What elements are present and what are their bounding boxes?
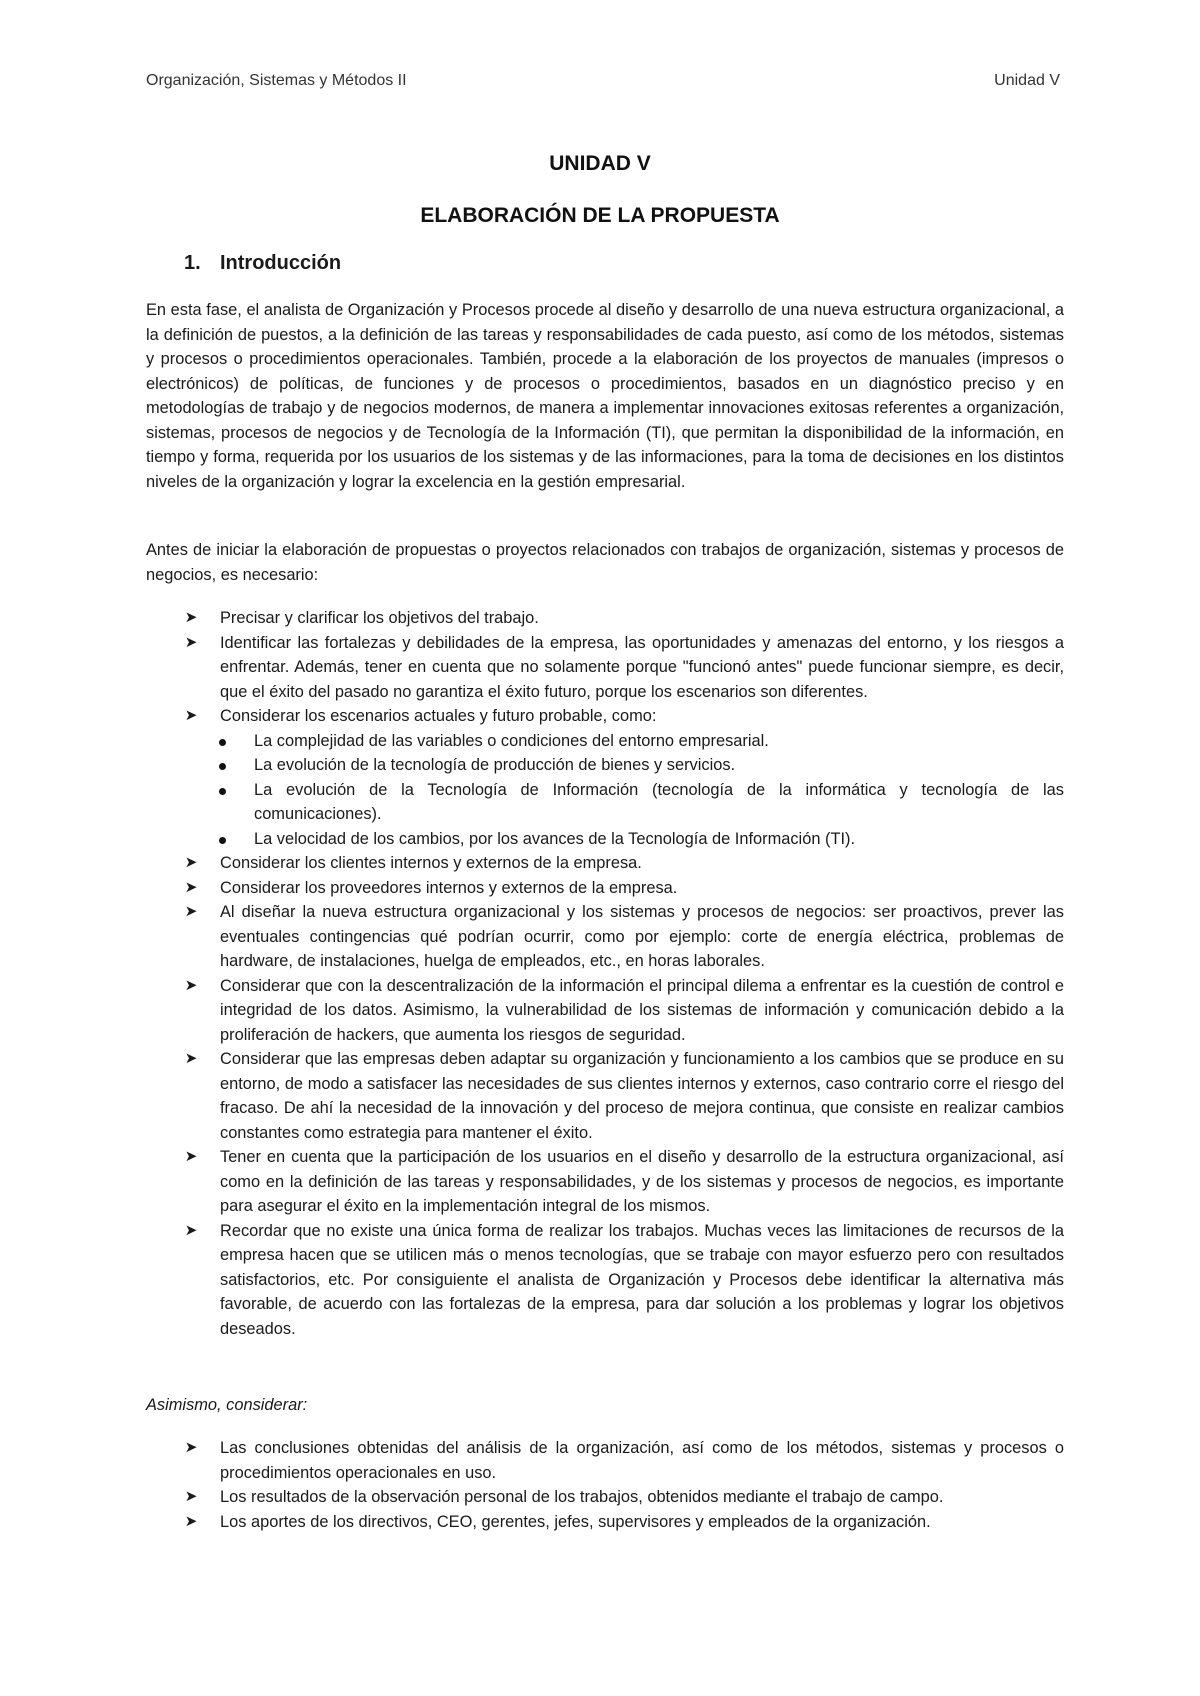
paragraph: Antes de iniciar la elaboración de propuestas o proyectos relacionados con trabajos de organización, sistemas y procesos de negocios, es necesario: [146,541,1064,584]
arrowhead-bullet-icon: ➤ [184,878,198,896]
list-item: ➤ Recordar que no existe una única forma de realizar los trabajos. Muchas veces las limitaciones de recursos de la empresa hacen que se utilicen más o menos tecnologías, que se trabaje con mayor esfuerzo pero con resultados satisfactorios, etc. Por consiguiente el analista de Organización y Procesos debe identificar la alternativa más favorable, de acuerdo con las fortalezas de la empresa, para dar solución a los problemas y lograr los objetivos deseados. [146,1219,1064,1342]
header-unit: Unidad V [994,72,1060,89]
sublist-item: La velocidad de los cambios, por los avances de la Tecnología de Información (TI). [146,827,1064,852]
arrowhead-bullet-icon: ➤ [184,707,198,724]
arrowhead-bullet-icon: ➤ [184,1439,198,1456]
list-item: ➤ Las conclusiones obtenidas del análisis de la organización, así como de los métodos, sistemas y procesos o procedimientos operacionales en uso. [146,1436,1064,1485]
dot-bullet-icon [219,763,226,770]
arrowhead-bullet-icon: ➤ [184,854,198,871]
arrowhead-bullet-icon: ➤ [184,633,198,651]
list-item: ➤ Precisar y clarificar los objetivos del trabajo. [146,606,1064,631]
consider-list [146,1436,1064,1534]
scenarios-sublist [220,729,1064,852]
arrowhead-bullet-icon: ➤ [184,903,198,920]
arrowhead-bullet-icon: ➤ [184,1488,198,1505]
section-title: Introducción [220,252,342,274]
header-course: Organización, Sistemas y Métodos II [146,72,407,89]
list-item: ➤ Tener en cuenta que la participación de los usuarios en el diseño y desarrollo de la estructura organizacional, así como en la definición de las tareas y responsabilidades, y de los sistemas y procesos de negocios, es importante para asegurar el éxito en la implementación integral de los mismos. [146,1145,1064,1219]
unit-subtitle: ELABORACIÓN DE LA PROPUESTA [420,204,780,227]
arrowhead-bullet-icon: ➤ [184,1148,198,1165]
dot-bullet-icon [219,739,226,746]
sublist-item: La evolución de la tecnología de producción de bienes y servicios. [146,753,1064,778]
list-item: ➤ Los aportes de los directivos, CEO, gerentes, jefes, supervisores y empleados de la organización. [146,1510,1064,1535]
dot-bullet-icon [219,837,226,844]
unit-title: UNIDAD V [549,152,651,175]
section-heading [184,252,341,275]
asimismo-label: Asimismo, considerar: [146,1396,308,1414]
arrowhead-bullet-icon: ➤ [184,1221,198,1239]
list-item: ➤ Considerar los proveedores internos y externos de la empresa. [146,876,1064,901]
sublist-item: La complejidad de las variables o condiciones del entorno empresarial. [146,729,1064,754]
sublist-item: La evolución de la Tecnología de Información (tecnología de la informática y tecnología de las comunicaciones). [146,778,1064,827]
dot-bullet-icon [219,788,226,795]
requirements-list [146,606,1064,1341]
list-item: ➤ Considerar que con la descentralización de la información el principal dilema a enfrentar es la cuestión de control e integridad de los datos. Asimismo, la vulnerabilidad de los sistemas de información y comunicación debido a la proliferación de hackers, que aumenta los riesgos de seguridad. [146,974,1064,1048]
list-item: ➤ Considerar los escenarios actuales y futuro probable, como: La complejidad de las variables o condiciones del entorno empresarial. La evolución de la tecnología de producción de bienes y servicios. La evolución de la Tecnología de Información (tecnología de la informática y tecnología de las comunicaciones). La velocidad de los cambios, por los avances de la Tecnología de Información (TI). [146,704,1064,851]
arrowhead-bullet-icon: ➤ [184,1050,198,1067]
list-item: ➤ Al diseñar la nueva estructura organizacional y los sistemas y procesos de negocios: ser proactivos, prever las eventuales contingencias qué podrían ocurrir, como por ejemplo: corte de energía eléctrica, problemas de hardware, de instalaciones, huelga de empleados, etc., en horas laborales. [146,900,1064,974]
arrowhead-bullet-icon: ➤ [184,1512,198,1530]
list-item: ➤ Considerar que las empresas deben adaptar su organización y funcionamiento a los cambios que se produce en su entorno, de modo a satisfacer las necesidades de sus clientes internos y externos, caso contrario corre el riesgo del fracaso. De ahí la necesidad de la innovación y del proceso de mejora continua, que consiste en realizar cambios constantes como estrategia para mantener el éxito. [146,1047,1064,1145]
list-item: ➤ Considerar los clientes internos y externos de la empresa. [146,851,1064,876]
list-item: ➤ Identificar las fortalezas y debilidades de la empresa, las oportunidades y amenazas del entorno, y los riesgos a enfrentar. Además, tener en cuenta que no solamente porque "funcionó antes" puede funcionar siempre, es decir, que el éxito del pasado no garantiza el éxito futuro, porque los escenarios son diferentes. [146,631,1064,705]
list-item: ➤ Los resultados de la observación personal de los trabajos, obtenidos mediante el trabajo de campo. [146,1485,1064,1510]
section-number: 1. [184,252,201,274]
arrowhead-bullet-icon: ➤ [184,976,198,994]
page-header [146,72,1060,90]
arrowhead-bullet-icon: ➤ [184,609,198,626]
paragraph: En esta fase, el analista de Organización y Procesos procede al diseño y desarrollo de una nueva estructura organizacional, a la definición de puestos, a la definición de las tareas y responsabilidades de cada puesto, así como de los métodos, sistemas y procesos o procedimientos operacionales. También, procede a la elaboración de los proyectos de manuales (impresos o electrónicos) de políticas, de funciones y de procesos o procedimientos, basados en un diagnóstico preciso y en metodologías de trabajo y de negocios modernos, de manera a implementar innovaciones exitosas referentes a organización, sistemas, procesos de negocios y de Tecnología de la Información (TI), que permitan la disponibilidad de la información, en tiempo y forma, requerida por los usuarios de los sistemas y de las informaciones, para la toma de decisiones en los distintos niveles de la organización y lograr la excelencia en la gestión empresarial. [146,301,1064,491]
